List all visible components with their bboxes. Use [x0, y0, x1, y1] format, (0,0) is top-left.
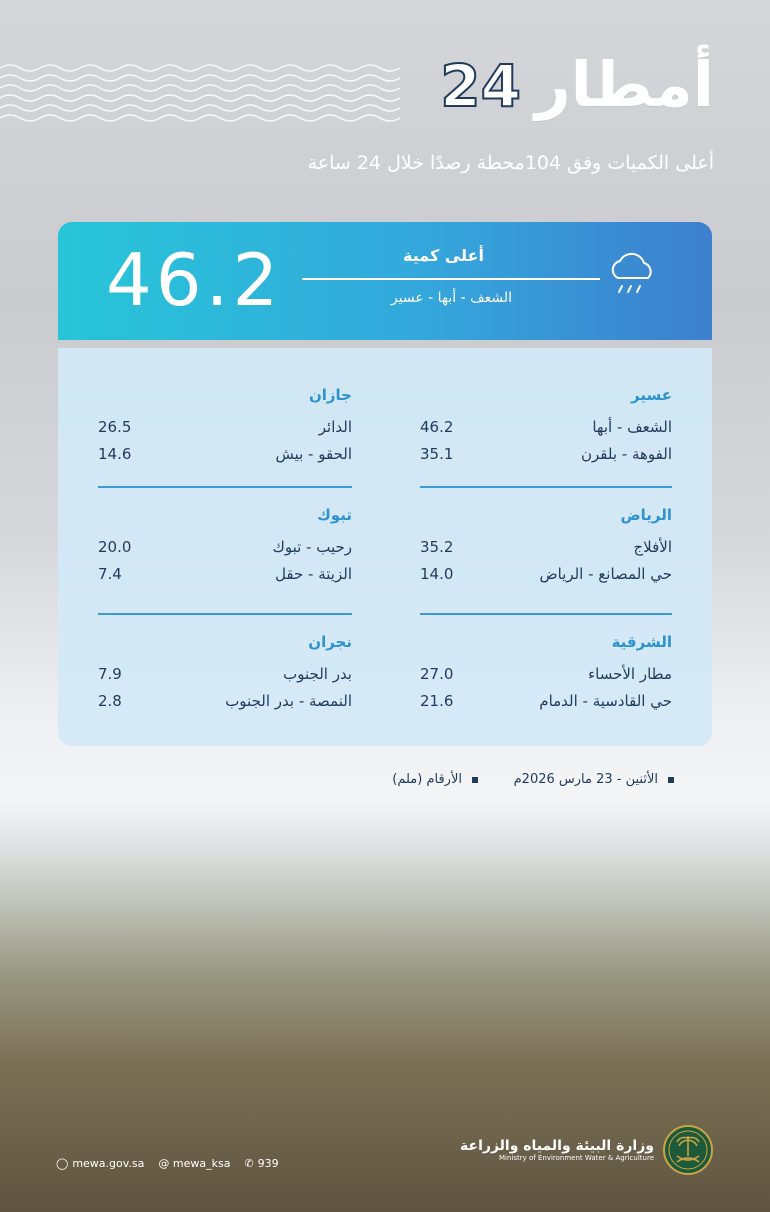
highest-amount-label: أعلى كمية: [403, 246, 484, 265]
divider: [420, 486, 672, 488]
website-link[interactable]: ◯ mewa.gov.sa: [56, 1157, 145, 1170]
station-name: الشعف - أبها: [592, 418, 672, 436]
list-item: [98, 445, 352, 463]
date-text: الأثنين - 23 مارس 2026م: [513, 772, 658, 787]
title-word: أمطار: [534, 48, 714, 121]
station-name: الدائر: [318, 418, 352, 436]
station-name: الأفلاج: [633, 538, 672, 556]
station-name: النمصة - بدر الجنوب: [225, 692, 352, 710]
rain-value: 14.6: [98, 445, 132, 463]
globe-icon: ◯: [56, 1157, 69, 1170]
palm-swords-emblem-icon: [662, 1124, 714, 1176]
phone-icon: ✆: [244, 1157, 254, 1170]
list-item: [420, 418, 672, 436]
region-tabuk: [98, 506, 352, 592]
region-eastern: [420, 633, 672, 719]
region-name: تبوك: [317, 506, 352, 524]
station-name: رحيب - تبوك: [272, 538, 352, 556]
list-item: [420, 538, 672, 556]
region-name: الشرقية: [611, 633, 672, 651]
units-text: الأرقام (ملم): [392, 772, 462, 787]
rain-cloud-icon: [604, 250, 660, 300]
highest-amount-value: 46.2: [106, 238, 283, 322]
bullet-icon: [668, 777, 674, 783]
region-asir: [420, 386, 672, 472]
list-item: [98, 565, 352, 583]
rain-value: 14.0: [420, 565, 454, 583]
rain-value: 7.4: [98, 565, 122, 583]
rain-value: 7.9: [98, 665, 122, 683]
region-name: الرياض: [620, 506, 672, 524]
region-jazan: [98, 386, 352, 472]
region-riyadh: [420, 506, 672, 592]
units-note: [392, 772, 478, 787]
list-item: [98, 538, 352, 556]
divider: [98, 486, 352, 488]
phone-number[interactable]: ✆ 939: [244, 1157, 279, 1170]
decorative-waves: [0, 62, 400, 124]
ministry-logo: [460, 1124, 714, 1176]
regions-panel: [58, 348, 712, 746]
station-name: بدر الجنوب: [283, 665, 352, 683]
station-name: حي المصانع - الرياض: [539, 565, 672, 583]
region-name: نجران: [308, 633, 352, 651]
list-item: [420, 565, 672, 583]
highest-amount-card: [58, 222, 712, 340]
highest-amount-location: الشعف - أبها - عسير: [390, 290, 512, 306]
station-name: الزيتة - حقل: [275, 565, 352, 583]
region-name: جازان: [308, 386, 352, 404]
region-name: عسير: [631, 386, 672, 404]
rain-value: 2.8: [98, 692, 122, 710]
ministry-name-ar: وزارة البيئة والمياه والزراعة: [460, 1138, 654, 1154]
list-item: [420, 692, 672, 710]
region-najran: [98, 633, 352, 719]
list-item: [420, 445, 672, 463]
list-item: [98, 665, 352, 683]
hero-divider: [302, 278, 600, 280]
station-name: الفوهة - بلقرن: [581, 445, 672, 463]
bullet-icon: [472, 777, 478, 783]
divider: [98, 613, 352, 615]
date-note: [514, 772, 674, 787]
rain-value: 20.0: [98, 538, 132, 556]
ministry-name-en: Ministry of Environment Water & Agriculture: [499, 1154, 654, 1162]
divider: [420, 613, 672, 615]
station-name: حي القادسية - الدمام: [539, 692, 672, 710]
page-title: [440, 48, 714, 121]
list-item: [98, 418, 352, 436]
rain-value: 27.0: [420, 665, 454, 683]
rain-value: 35.2: [420, 538, 454, 556]
station-name: مطار الأحساء: [588, 665, 672, 683]
rain-value: 21.6: [420, 692, 454, 710]
station-name: الحقو - بيش: [275, 445, 352, 463]
list-item: [98, 692, 352, 710]
rain-value: 26.5: [98, 418, 132, 436]
contact-bar: [56, 1157, 279, 1170]
title-number: 24: [440, 52, 521, 120]
list-item: [420, 665, 672, 683]
social-handle[interactable]: @ mewa_ksa: [158, 1157, 231, 1170]
rain-value: 46.2: [420, 418, 454, 436]
rain-value: 35.1: [420, 445, 454, 463]
page-subtitle: أعلى الكميات وفق 104محطة رصدًا خلال 24 ساعة: [307, 152, 714, 174]
